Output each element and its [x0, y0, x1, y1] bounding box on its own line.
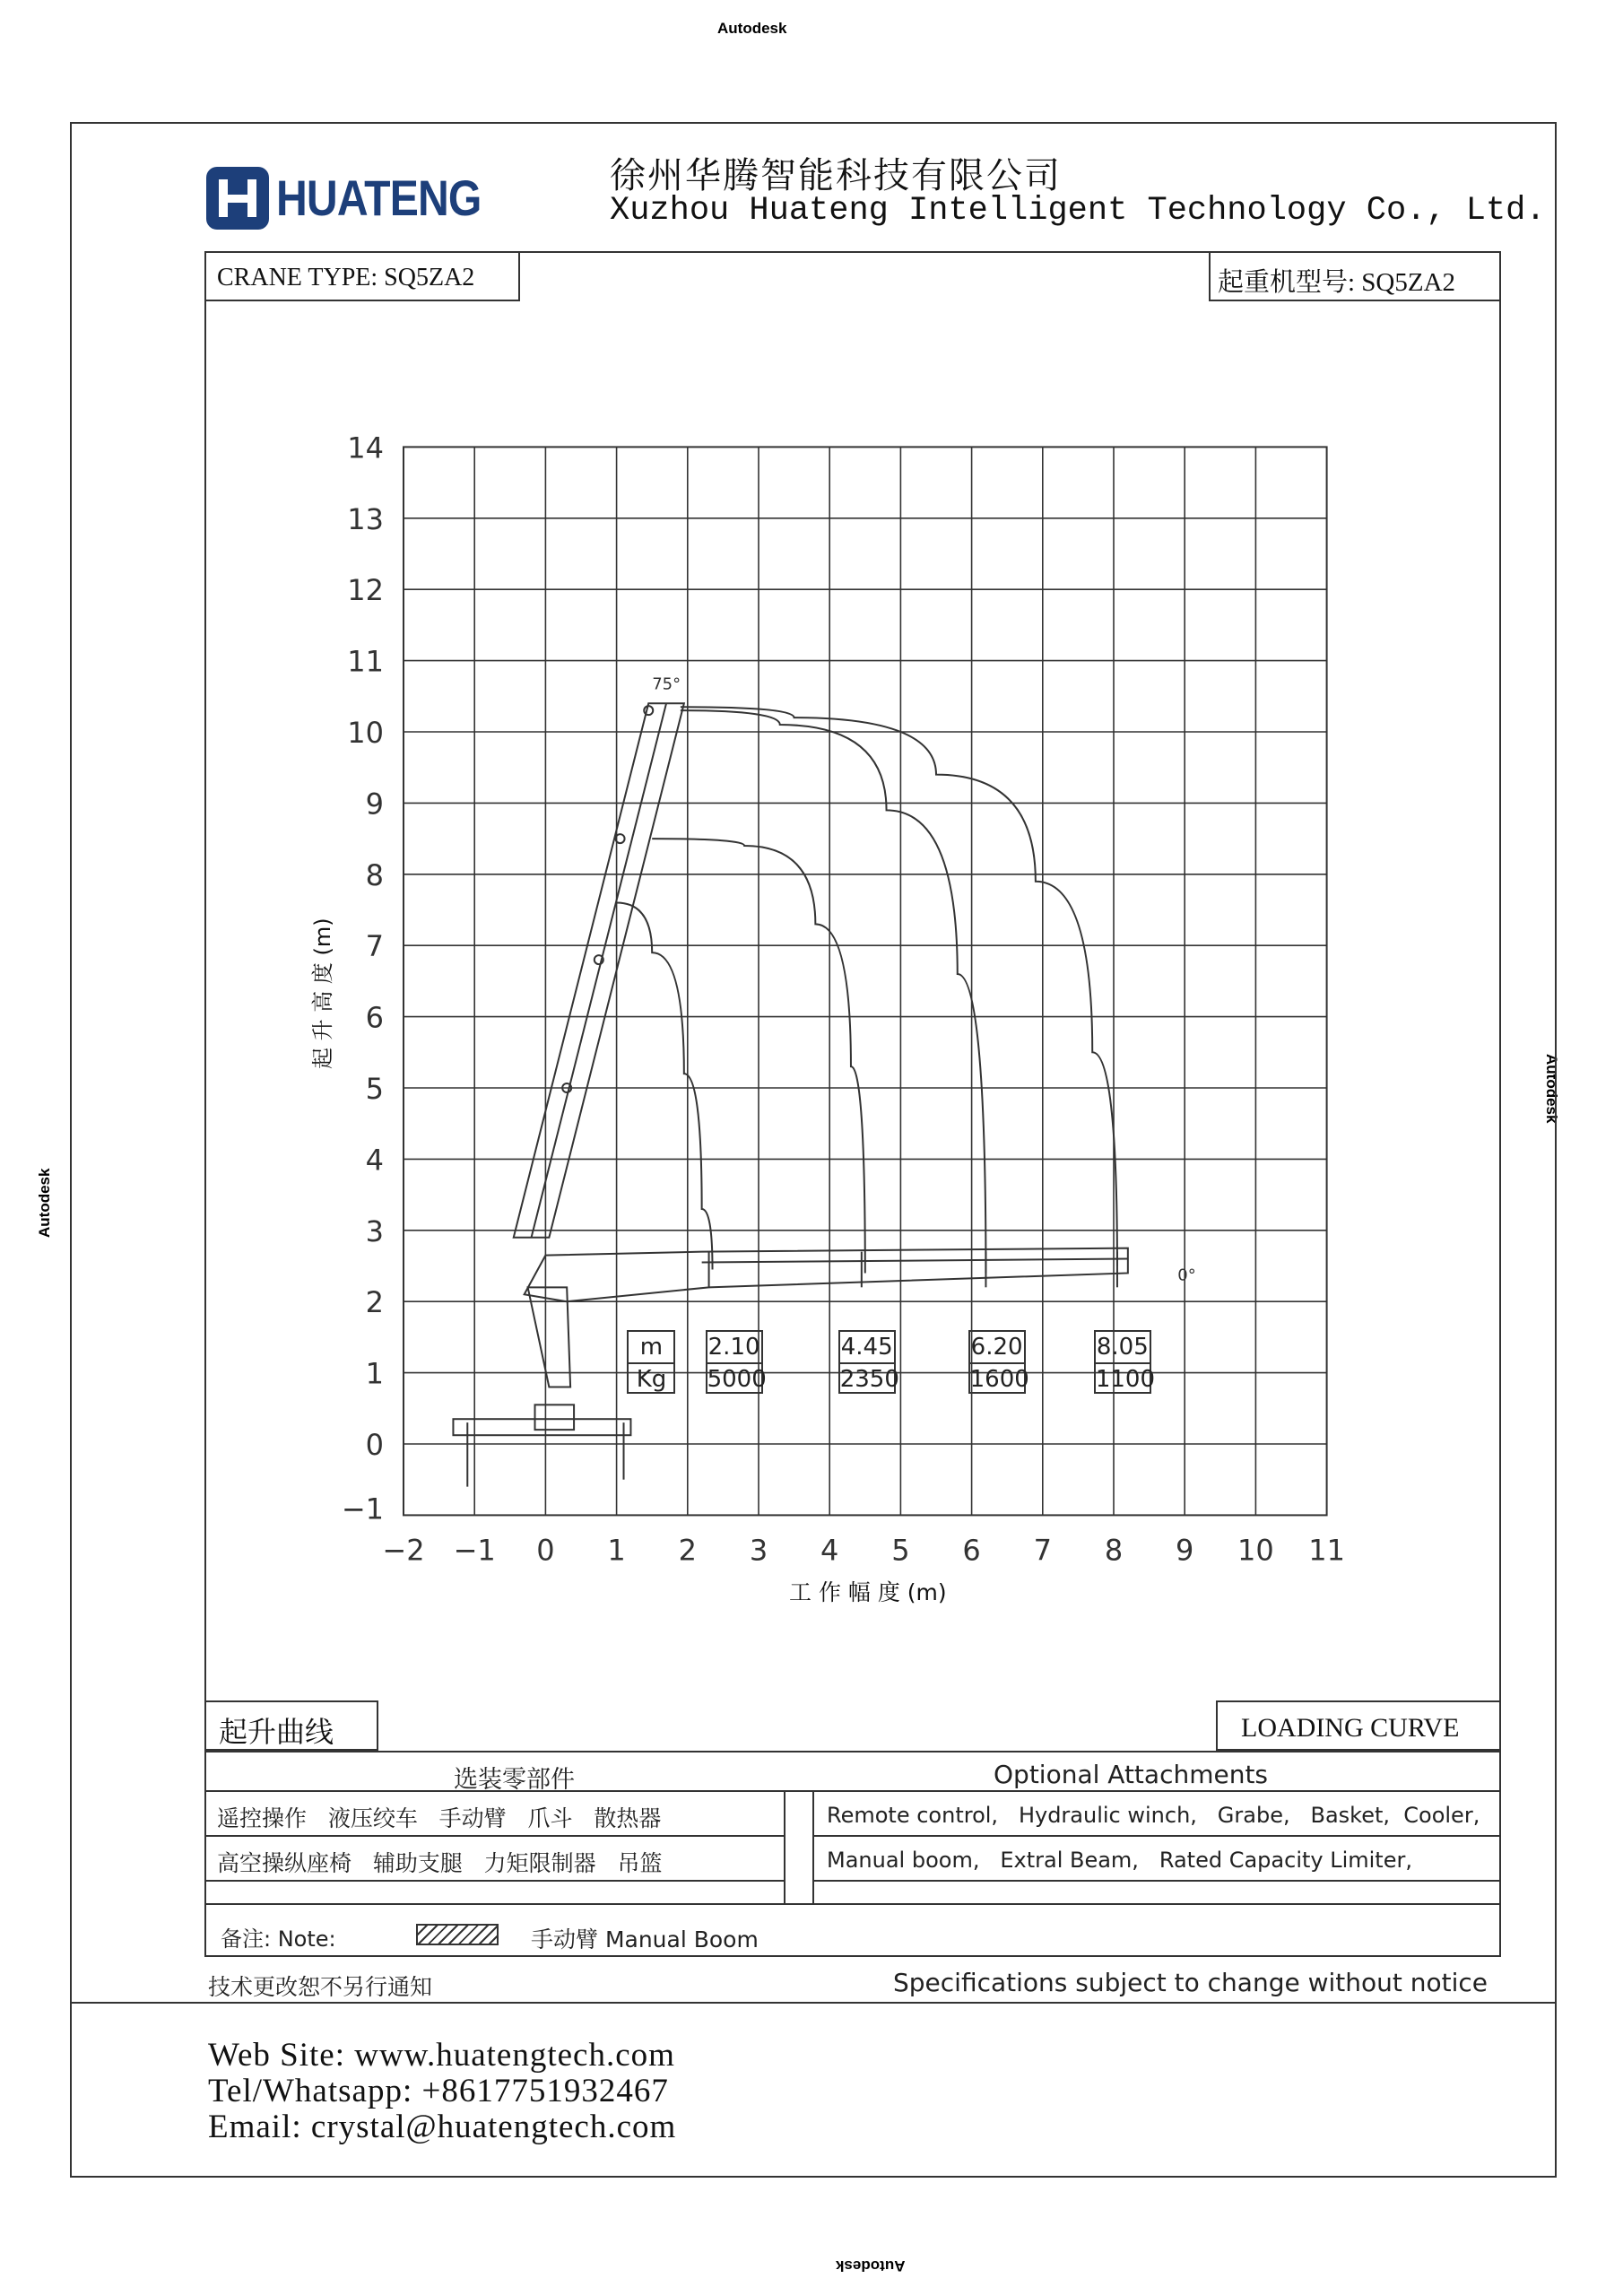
x-tick-label: 6	[962, 1533, 981, 1568]
load-table-header	[627, 1330, 675, 1394]
y-tick-label: 8	[365, 857, 384, 892]
load-table-column-top: 4.45	[840, 1332, 894, 1364]
x-tick-label: 5	[891, 1533, 910, 1568]
load-table-column-bottom: 1100	[1095, 1365, 1155, 1393]
notice-en: Specifications subject to change without notice	[893, 1968, 1488, 1997]
attach-rule-top	[204, 1751, 1501, 1752]
watermark-right: Autodesk	[1543, 1054, 1560, 1124]
y-axis-label: 起 升 高 度 (m)	[310, 918, 335, 1069]
crane-base	[453, 1419, 630, 1435]
watermark-bottom: Autodesk	[836, 2257, 906, 2274]
attach-vrule-2	[812, 1790, 814, 1903]
y-tick-label: 12	[347, 573, 384, 608]
load-table-column	[838, 1330, 899, 1394]
attach-rule-3r	[812, 1880, 1501, 1882]
load-table-column-bottom: 2350	[839, 1365, 899, 1393]
crane-type-cn: 起重机型号: SQ5ZA2	[1218, 268, 1456, 297]
crane-boom-raised-inner	[532, 703, 666, 1238]
angle-label-max: 75°	[652, 674, 681, 694]
crane-boom-horizontal	[525, 1248, 1128, 1302]
attach-vrule-1	[784, 1790, 785, 1903]
x-tick-label: 2	[678, 1533, 697, 1568]
curve-title-cn-box	[204, 1700, 378, 1751]
chart-ticks	[342, 430, 1345, 1567]
y-tick-label: 4	[365, 1143, 384, 1178]
y-tick-label: 2	[365, 1285, 384, 1320]
y-tick-label: 10	[347, 716, 384, 750]
load-table-column-top: 2.10	[707, 1332, 761, 1364]
attachments-heading-cn: 选装零部件	[454, 1766, 575, 1794]
y-tick-label: 11	[347, 644, 384, 679]
angle-label-min: 0°	[1177, 1265, 1196, 1285]
y-tick-label: 5	[365, 1072, 384, 1106]
load-table-column-top: 8.05	[1096, 1332, 1150, 1364]
load-table-header-bottom: Kg	[636, 1365, 667, 1393]
attachments-row1-cn: 遥控操作 液压绞车 手动臂 爪斗 散热器	[217, 1805, 662, 1831]
curve-section-4	[681, 707, 1117, 1265]
note-label: 备注: Note:	[221, 1926, 336, 1952]
attach-rule-1	[204, 1790, 1501, 1792]
load-table-header-top: m	[629, 1332, 673, 1364]
load-table-column-top: 6.20	[970, 1332, 1024, 1364]
attach-rule-3l	[204, 1880, 784, 1882]
y-tick-label: 6	[365, 1000, 384, 1035]
contact-tel[interactable]: Tel/Whatsapp: +8617751932467	[208, 2073, 669, 2109]
manual-boom-hatch-icon	[416, 1924, 499, 1945]
x-tick-label: 1	[607, 1533, 626, 1568]
x-tick-label: −2	[382, 1533, 425, 1568]
load-table-column	[706, 1330, 767, 1394]
y-tick-label: 1	[365, 1356, 384, 1391]
attachments-row2-cn: 高空操纵座椅 辅助支腿 力矩限制器 吊篮	[217, 1850, 663, 1876]
x-tick-label: 0	[536, 1533, 555, 1568]
attachments-row2-en: Manual boom, Extral Beam, Rated Capacity Limiter,	[827, 1848, 1412, 1873]
x-tick-label: 7	[1033, 1533, 1052, 1568]
x-tick-label: 4	[820, 1533, 839, 1568]
x-tick-label: −1	[453, 1533, 496, 1568]
load-table-column	[1094, 1330, 1155, 1394]
contact-email[interactable]: Email: crystal@huatengtech.com	[208, 2109, 677, 2145]
watermark-left: Autodesk	[36, 1168, 53, 1238]
y-tick-label: −1	[341, 1492, 384, 1526]
y-tick-label: 13	[347, 501, 384, 536]
notice-cn: 技术更改恕不另行通知	[208, 1974, 433, 2000]
contact-web[interactable]: Web Site: www.huatengtech.com	[208, 2037, 675, 2074]
watermark-top: Autodesk	[717, 20, 787, 37]
crane-turret	[535, 1405, 575, 1430]
x-axis-label: 工 作 幅 度 (m)	[789, 1579, 947, 1605]
crane-type-en: CRANE TYPE: SQ5ZA2	[217, 264, 475, 291]
logo-text: HUATENG	[276, 170, 482, 226]
x-tick-label: 9	[1176, 1533, 1194, 1568]
curve-title-cn: 起升曲线	[219, 1715, 334, 1749]
y-tick-label: 14	[347, 430, 384, 465]
company-name-cn: 徐州华腾智能科技有限公司	[610, 155, 1062, 196]
y-tick-label: 7	[365, 929, 384, 964]
load-table-column	[968, 1330, 1029, 1394]
x-tick-label: 10	[1237, 1533, 1274, 1568]
note-row	[204, 1903, 1501, 1957]
curve-section-3	[681, 710, 986, 1273]
curve-section-1	[617, 903, 713, 1270]
attach-rule-2l	[204, 1835, 784, 1837]
curve-title-en: LOADING CURVE	[1241, 1713, 1460, 1743]
x-tick-label: 8	[1104, 1533, 1124, 1568]
attachments-heading-en: Optional Attachments	[994, 1760, 1269, 1789]
note-legend: 手动臂 Manual Boom	[531, 1926, 759, 1952]
company-name-en: Xuzhou Huateng Intelligent Technology Co., Ltd.	[610, 192, 1546, 230]
load-table-column-bottom: 1600	[969, 1365, 1029, 1393]
load-table-column-bottom: 5000	[707, 1365, 767, 1393]
attach-rule-2r	[812, 1835, 1501, 1837]
curve-title-en-box	[1216, 1700, 1501, 1751]
x-tick-label: 11	[1308, 1533, 1345, 1568]
attachments-row1-en: Remote control, Hydraulic winch, Grabe, Basket, Cooler,	[827, 1803, 1480, 1828]
y-tick-label: 9	[365, 787, 384, 822]
y-tick-label: 3	[365, 1213, 384, 1248]
crane-pin	[644, 706, 653, 715]
x-tick-label: 3	[749, 1533, 768, 1568]
y-tick-label: 0	[365, 1428, 384, 1462]
crane-boom-inner-line	[702, 1259, 1128, 1263]
